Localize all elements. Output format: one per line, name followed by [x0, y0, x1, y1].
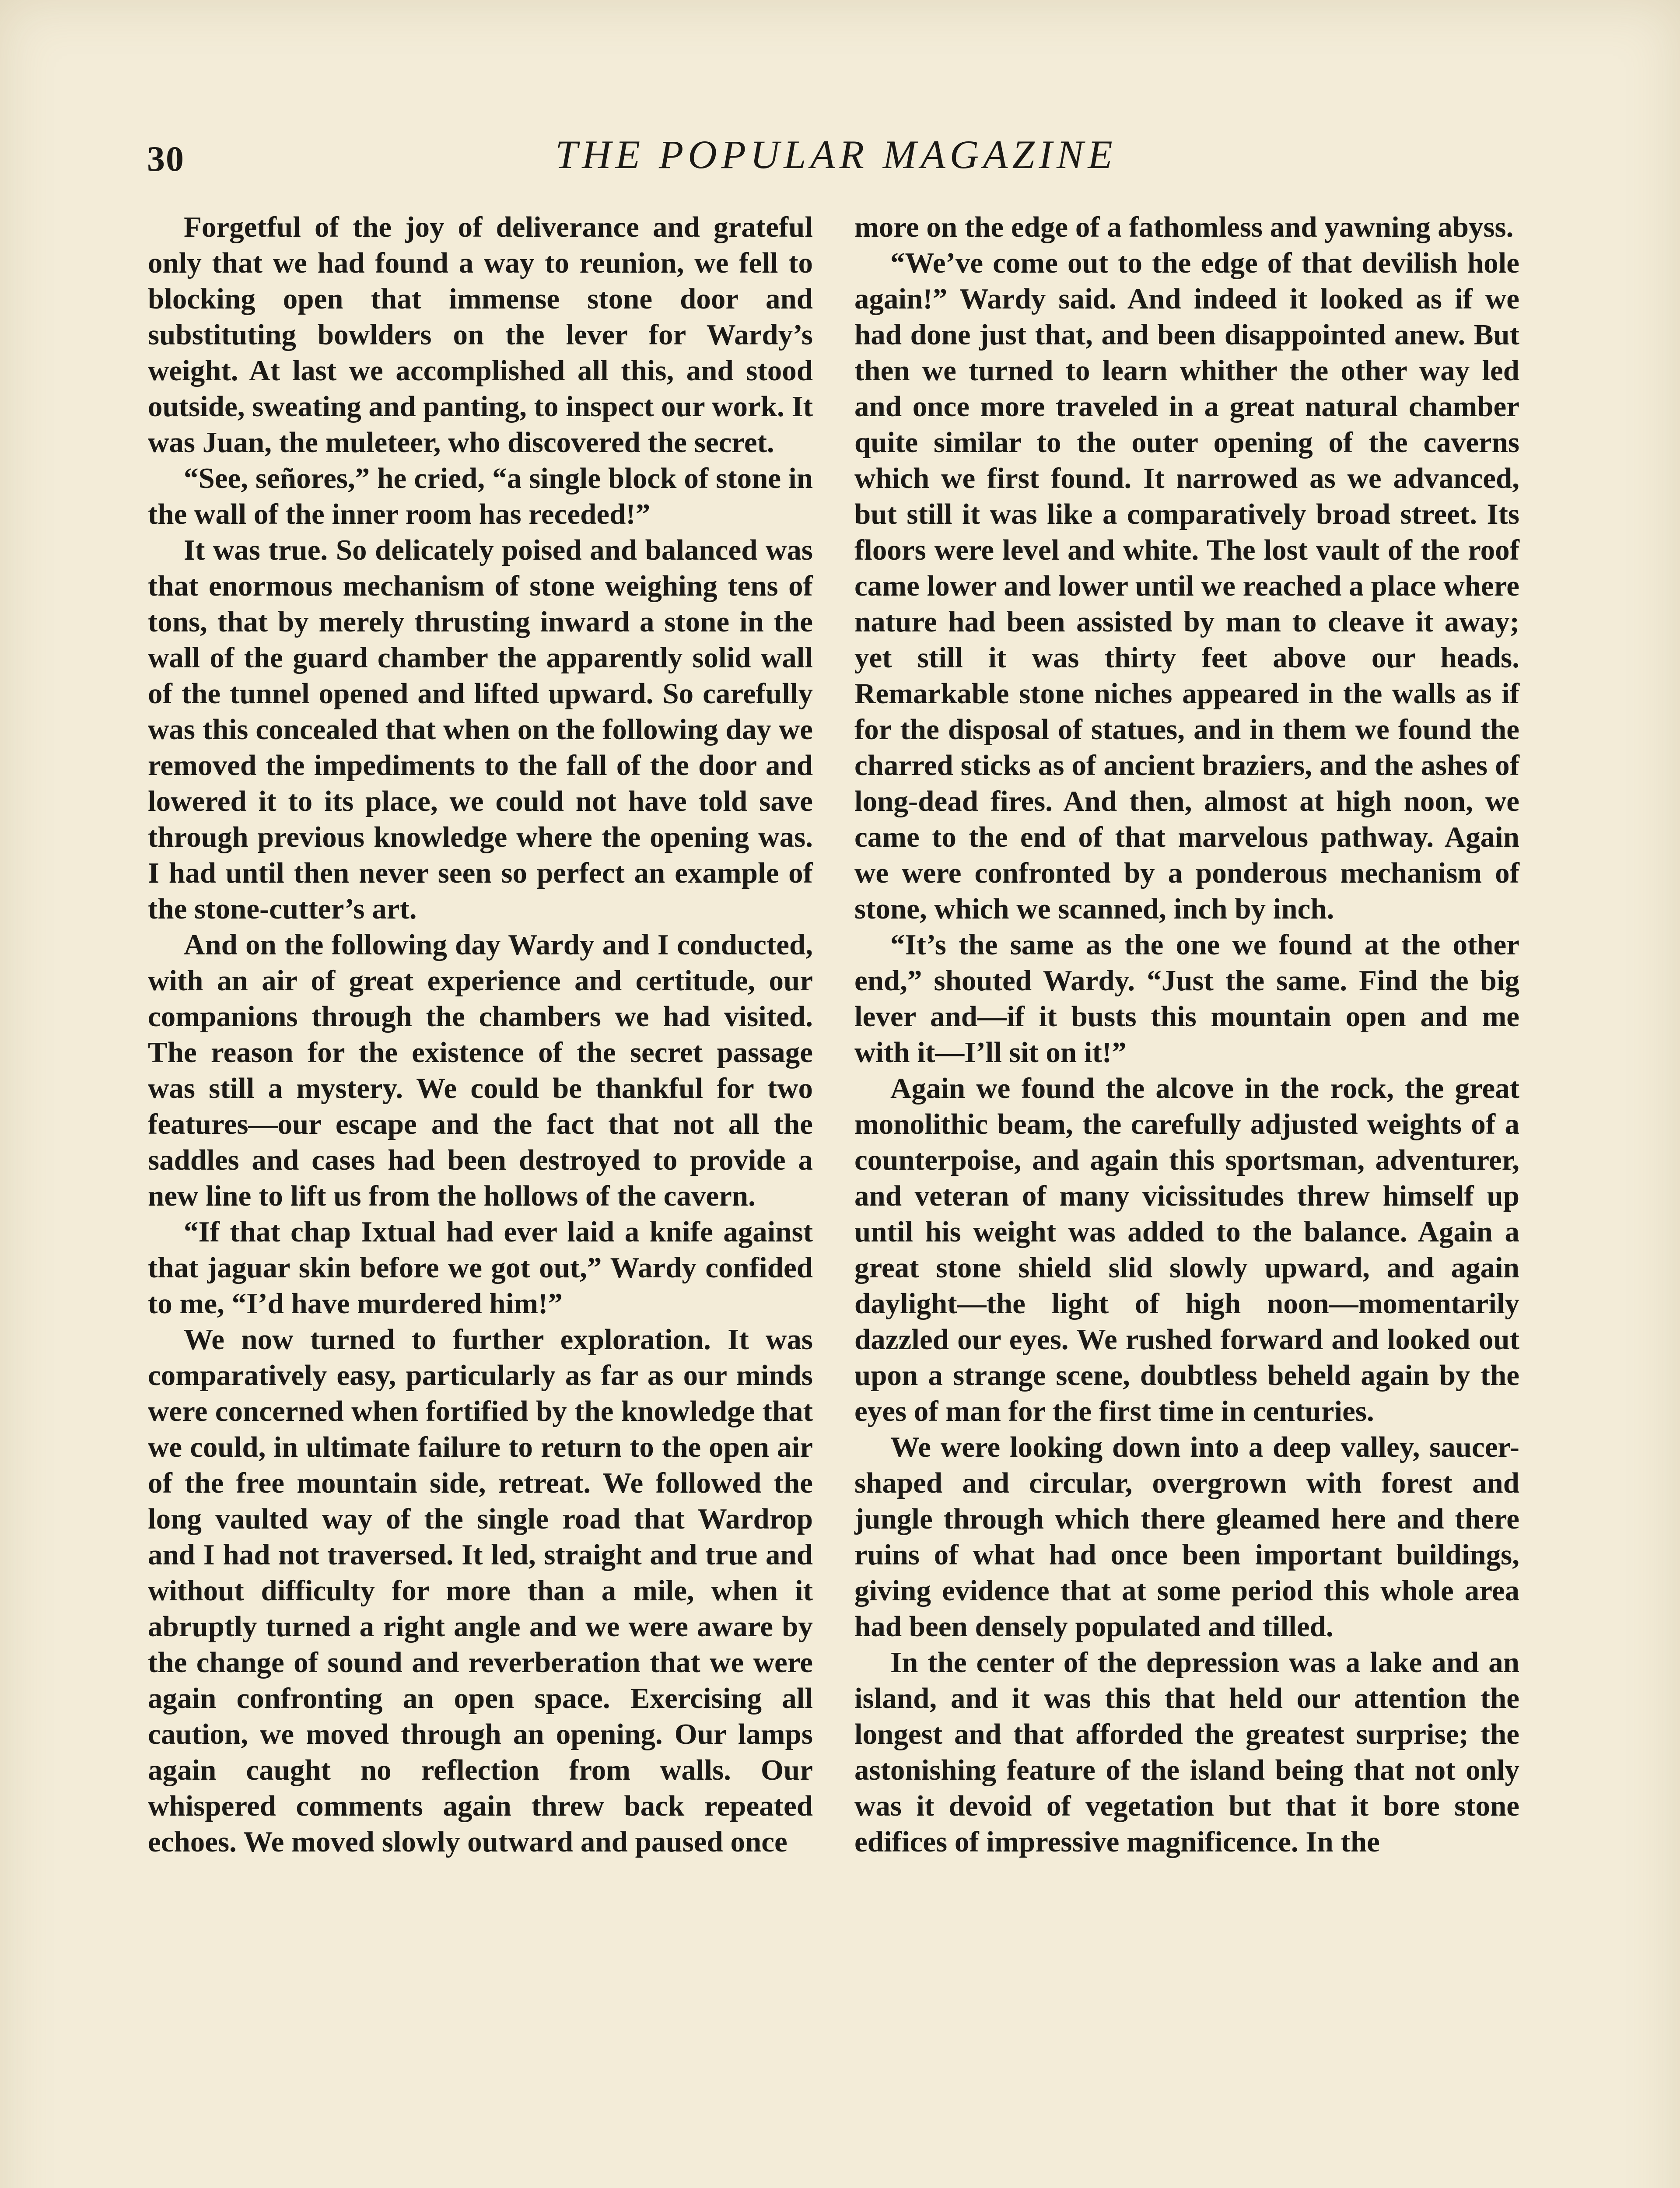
- paragraph-continuation: more on the edge of a fathomless and yawning abyss.: [854, 211, 1514, 243]
- paragraph: “It’s the same as the one we found at the other end,” shouted Wardy. “Just the same. Find the big lever and—if it busts this mountain open and me with it—I’ll sit on it!”: [854, 929, 1519, 1069]
- paragraph: “We’ve come out to the edge of that devilish hole again!” Wardy said. And indeed it looked as if we had done just that, and been disappointed anew. But then we turned to learn whither the other way led and once more traveled in a great natural chamber quite similar to the outer opening of the caverns which we first found. It narrowed as we advanced, but still it was like a comparatively broad street. Its floors were level and white. The lost vault of the roof came lower and lower until we reached a place where nature had been assisted by man to cleave it away; yet still it was thirty feet above our heads. Remarkable stone niches appeared in the walls as if for the disposal of statues, and in them we found the charred sticks as of ancient braziers, and the ashes of long-dead fires. And then, almost at high noon, we came to the end of that marvelous pathway. Again we were confronted by a ponderous mechanism of stone, which we scanned, inch by inch.: [854, 247, 1519, 925]
- paragraph: It was true. So delicately poised and balanced was that enormous mechanism of stone weighing tens of tons, that by merely thrusting inward a stone in the wall of the guard chamber the apparently solid wall of the tunnel opened and lifted upward. So carefully was this concealed that when on the following day we removed the impediments to the fall of the door and lowered it to its place, we could not have told save through previous knowledge where the opening was. I had until then never seen so perfect an example of the stone-cutter’s art.: [148, 534, 813, 925]
- paragraph: Forgetful of the joy of deliverance and grateful only that we had found a way to reunion, we fell to blocking open that immense stone door and substituting bowlders on the lever for Wardy’s weight. At last we accomplished all this, and stood outside, sweating and panting, to inspect our work. It was Juan, the muleteer, who discovered the secret.: [148, 211, 813, 459]
- page-header: [147, 131, 1525, 188]
- text-column-left: [148, 209, 813, 1860]
- page-number: 30: [147, 139, 185, 179]
- paragraph: “See, señores,” he cried, “a single block of stone in the wall of the inner room has receded!”: [148, 462, 813, 530]
- paragraph: In the center of the depression was a lake and an island, and it was this that held our attention the longest and that afforded the greatest surprise; the astonishing feature of the island being that not only was it devoid of vegetation but that it bore stone edifices of impressive magnificence. In the: [854, 1646, 1519, 1858]
- running-head: THE POPULAR MAGAZINE: [555, 132, 1117, 177]
- paragraph: Again we found the alcove in the rock, the great monolithic beam, the carefully adjusted weights of a counterpoise, and again this sportsman, adventurer, and veteran of many vicissitudes threw himself up until his weight was added to the balance. Again a great stone shield slid slowly upward, and again daylight—the light of high noon—momentarily dazzled our eyes. We rushed forward and looked out upon a strange scene, doubtless beheld again by the eyes of man for the first time in centuries.: [854, 1072, 1519, 1427]
- paragraph: “If that chap Ixtual had ever laid a knife against that jaguar skin before we got out,” Wardy confided to me, “I’d have murdered him!”: [148, 1216, 813, 1320]
- paragraph: And on the following day Wardy and I conducted, with an air of great experience and certitude, our companions through the chambers we had visited. The reason for the existence of the secret passage was still a mystery. We could be thankful for two features—our escape and the fact that not all the saddles and cases had been destroyed to provide a new line to lift us from the hollows of the cavern.: [148, 929, 813, 1212]
- paragraph: We now turned to further exploration. It was comparatively easy, particularly as far as our minds were concerned when fortified by the knowledge that we could, in ultimate failure to return to the open air of the free mountain side, retreat. We followed the long vaulted way of the single road that Wardrop and I had not traversed. It led, straight and true and without difficulty for more than a mile, when it abruptly turned a right angle and we were aware by the change of sound and reverberation that we were again confronting an open space. Exercising all caution, we moved through an opening. Our lamps again caught no reflection from walls. Our whispered comments again threw back repeated echoes. We moved slowly outward and paused once: [148, 1323, 813, 1858]
- paragraph: We were looking down into a deep valley, saucer-shaped and circular, overgrown with forest and jungle through which there gleamed here and there ruins of what had once been important buildings, giving evidence that at some period this whole area had been densely populated and tilled.: [854, 1431, 1519, 1643]
- text-column-right: [854, 209, 1519, 1860]
